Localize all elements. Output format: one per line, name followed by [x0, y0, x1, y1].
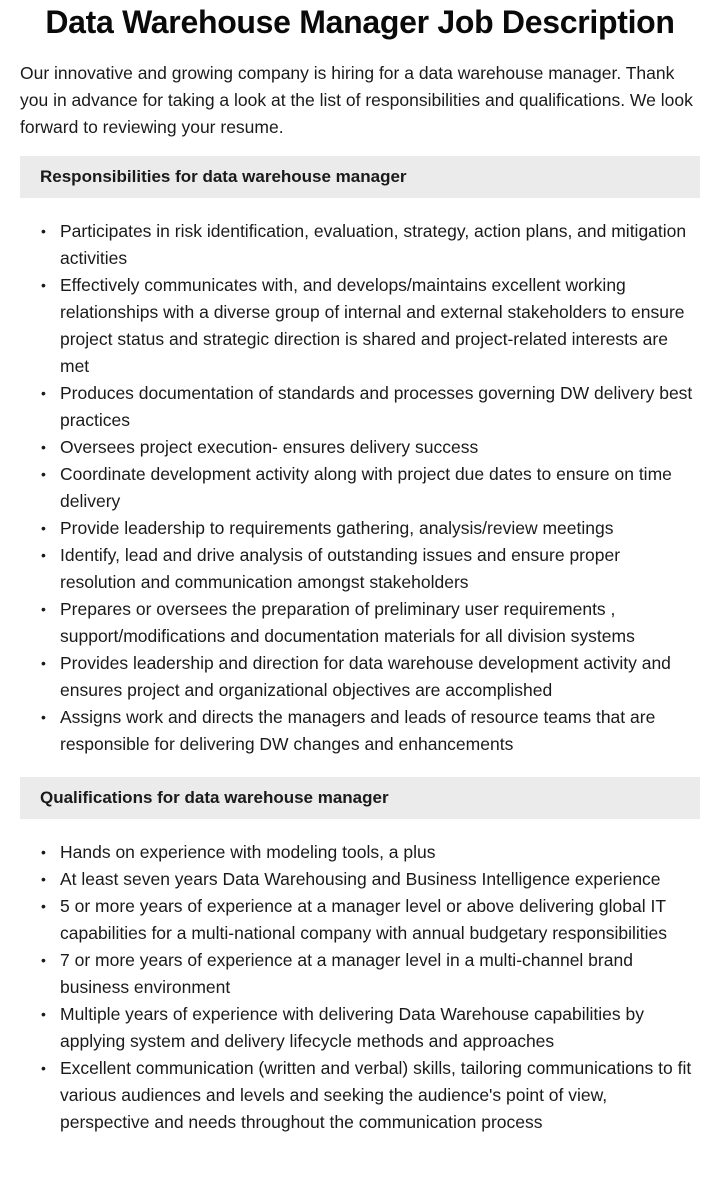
list-item: • At least seven years Data Warehousing and Business Intelligence experience: [60, 866, 700, 893]
list-item: • Prepares or oversees the preparation of preliminary user requirements , support/modifications and documentation materials for all division systems: [60, 596, 700, 650]
responsibilities-heading: Responsibilities for data warehouse manager: [20, 156, 700, 198]
list-item: • Provides leadership and direction for data warehouse development activity and ensures project and organizational objectives are accomplished: [60, 650, 700, 704]
list-item: • 7 or more years of experience at a manager level in a multi-channel brand business environment: [60, 947, 700, 1001]
list-item: • Provide leadership to requirements gathering, analysis/review meetings: [60, 515, 700, 542]
bullet-icon: •: [41, 520, 46, 536]
bullet-icon: •: [41, 898, 46, 914]
list-item: • Oversees project execution- ensures delivery success: [60, 434, 700, 461]
bullet-icon: •: [41, 466, 46, 482]
bullet-icon: •: [41, 601, 46, 617]
list-item: • Identify, lead and drive analysis of outstanding issues and ensure proper resolution and communication amongst stakeholders: [60, 542, 700, 596]
list-item: • Excellent communication (written and verbal) skills, tailoring communications to fit various audiences and levels and seeking the audience's point of view, perspective and needs throughout the communication process: [60, 1055, 700, 1136]
bullet-icon: •: [41, 1006, 46, 1022]
list-item: • Effectively communicates with, and develops/maintains excellent working relationships with a diverse group of internal and external stakeholders to ensure project status and strategic direction is shared and project-related interests are met: [60, 272, 700, 380]
bullet-icon: •: [41, 1060, 46, 1076]
list-item: • 5 or more years of experience at a manager level or above delivering global IT capabilities for a multi-national company with annual budgetary responsibilities: [60, 893, 700, 947]
list-item: • Participates in risk identification, evaluation, strategy, action plans, and mitigation activities: [60, 218, 700, 272]
list-item: • Coordinate development activity along with project due dates to ensure on time delivery: [60, 461, 700, 515]
bullet-icon: •: [41, 223, 46, 239]
list-item: • Produces documentation of standards and processes governing DW delivery best practices: [60, 380, 700, 434]
list-item: • Hands on experience with modeling tools, a plus: [60, 839, 700, 866]
bullet-icon: •: [41, 385, 46, 401]
bullet-icon: •: [41, 277, 46, 293]
bullet-icon: •: [41, 439, 46, 455]
page-title: Data Warehouse Manager Job Description: [45, 4, 675, 40]
intro-paragraph: Our innovative and growing company is hiring for a data warehouse manager. Thank you in advance for taking a look at the list of responsibilities and qualifications. We look forward to reviewing your resume.: [20, 63, 693, 137]
qualifications-heading: Qualifications for data warehouse manager: [20, 777, 700, 819]
responsibilities-list: [20, 218, 700, 758]
list-item: • Multiple years of experience with delivering Data Warehouse capabilities by applying system and delivery lifecycle methods and approaches: [60, 1001, 700, 1055]
bullet-icon: •: [41, 655, 46, 671]
bullet-icon: •: [41, 709, 46, 725]
list-item: • Assigns work and directs the managers and leads of resource teams that are responsible for delivering DW changes and enhancements: [60, 704, 700, 758]
bullet-icon: •: [41, 844, 46, 860]
bullet-icon: •: [41, 547, 46, 563]
bullet-icon: •: [41, 871, 46, 887]
qualifications-list: [20, 839, 700, 1136]
bullet-icon: •: [41, 952, 46, 968]
